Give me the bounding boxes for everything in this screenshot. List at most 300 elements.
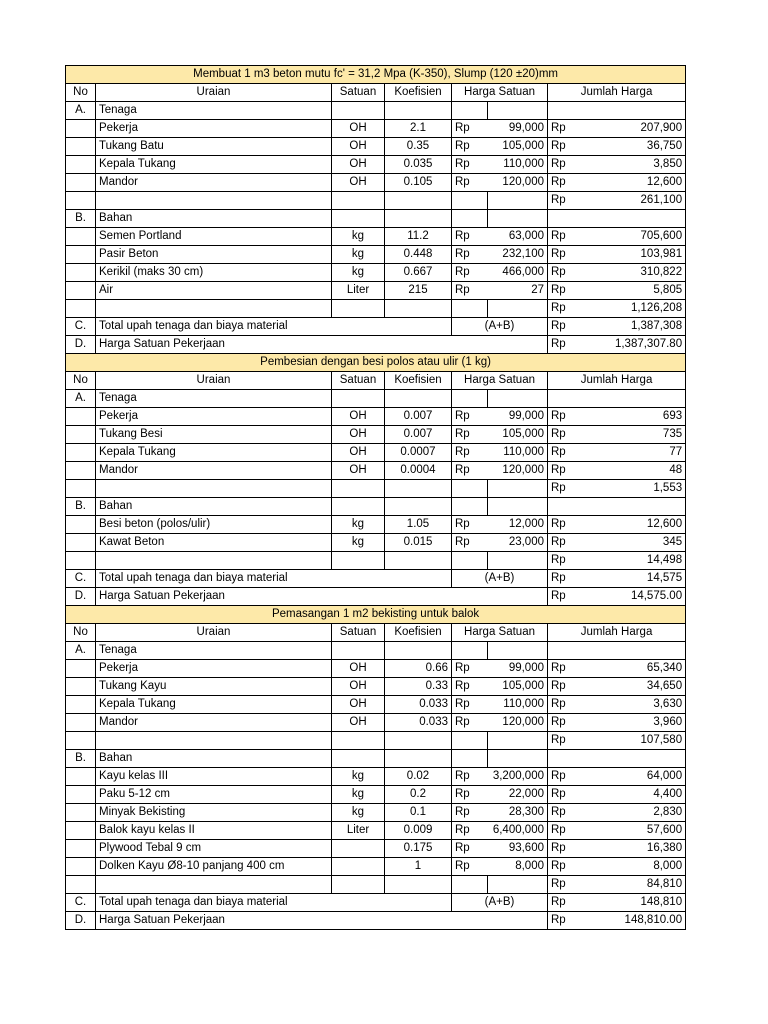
unit-price-value: 110,000 — [488, 444, 548, 462]
unit-price-currency: Rp — [452, 444, 488, 462]
empty-cell — [580, 390, 686, 408]
item-unit: OH — [332, 156, 385, 174]
empty-cell — [548, 498, 580, 516]
empty-cell — [385, 300, 452, 318]
table-row — [66, 282, 686, 300]
final-value: 148,810.00 — [580, 912, 686, 930]
item-description: Kepala Tukang — [96, 444, 332, 462]
item-unit: Liter — [332, 822, 385, 840]
table-row — [66, 840, 686, 858]
item-coefficient: 11.2 — [385, 228, 452, 246]
group-header-row — [66, 642, 686, 660]
amount-currency: Rp — [548, 858, 580, 876]
unit-price-value: 120,000 — [488, 714, 548, 732]
header-no: No — [66, 84, 96, 102]
item-coefficient: 0.0007 — [385, 444, 452, 462]
amount-currency: Rp — [548, 408, 580, 426]
unit-price-currency: Rp — [452, 678, 488, 696]
item-coefficient: 0.033 — [385, 714, 452, 732]
empty-cell — [488, 390, 548, 408]
unit-price-currency: Rp — [452, 228, 488, 246]
empty-cell — [452, 498, 488, 516]
header-koefisien: Koefisien — [385, 372, 452, 390]
final-label: D. — [66, 336, 96, 354]
unit-price-value: 6,400,000 — [488, 822, 548, 840]
amount-currency: Rp — [548, 660, 580, 678]
header-jumlah-harga: Jumlah Harga — [548, 372, 686, 390]
empty-cell — [385, 390, 452, 408]
empty-cell — [332, 480, 385, 498]
empty-cell — [332, 390, 385, 408]
amount-value: 345 — [580, 534, 686, 552]
table-row — [66, 120, 686, 138]
empty-cell — [66, 192, 96, 210]
header-jumlah-harga: Jumlah Harga — [548, 624, 686, 642]
empty-cell — [488, 498, 548, 516]
unit-price-value: 105,000 — [488, 426, 548, 444]
empty-cell — [385, 498, 452, 516]
column-header-row — [66, 372, 686, 390]
final-label: D. — [66, 588, 96, 606]
header-harga-satuan: Harga Satuan — [452, 372, 548, 390]
empty-cell — [96, 192, 332, 210]
empty-cell — [452, 102, 488, 120]
empty-cell — [332, 750, 385, 768]
empty-cell — [66, 426, 96, 444]
item-coefficient: 0.448 — [385, 246, 452, 264]
item-unit — [332, 858, 385, 876]
group-label: B. — [66, 210, 96, 228]
empty-cell — [66, 480, 96, 498]
item-unit: kg — [332, 768, 385, 786]
item-coefficient: 0.035 — [385, 156, 452, 174]
empty-cell — [385, 876, 452, 894]
table-row — [66, 246, 686, 264]
table-row — [66, 264, 686, 282]
group-name: Bahan — [96, 750, 332, 768]
amount-value: 3,960 — [580, 714, 686, 732]
section-title-row — [66, 66, 686, 84]
unit-price-value: 28,300 — [488, 804, 548, 822]
subtotal-currency: Rp — [548, 552, 580, 570]
subtotal-row — [66, 300, 686, 318]
group-header-row — [66, 750, 686, 768]
column-header-row — [66, 624, 686, 642]
header-uraian: Uraian — [96, 84, 332, 102]
empty-cell — [580, 498, 686, 516]
unit-price-currency: Rp — [452, 768, 488, 786]
table-row — [66, 714, 686, 732]
amount-value: 12,600 — [580, 174, 686, 192]
table-row — [66, 768, 686, 786]
empty-cell — [385, 192, 452, 210]
total-text: Total upah tenaga dan biaya material — [96, 894, 452, 912]
empty-cell — [385, 642, 452, 660]
item-description: Tukang Besi — [96, 426, 332, 444]
item-unit: OH — [332, 444, 385, 462]
total-label: C. — [66, 318, 96, 336]
amount-currency: Rp — [548, 786, 580, 804]
final-price-row — [66, 588, 686, 606]
amount-value: 2,830 — [580, 804, 686, 822]
item-unit: kg — [332, 804, 385, 822]
unit-price-value: 99,000 — [488, 408, 548, 426]
empty-cell — [385, 102, 452, 120]
table-row — [66, 156, 686, 174]
empty-cell — [580, 642, 686, 660]
subtotal-currency: Rp — [548, 480, 580, 498]
item-coefficient: 1.05 — [385, 516, 452, 534]
table-row — [66, 444, 686, 462]
unit-price-value: 120,000 — [488, 462, 548, 480]
item-coefficient: 0.1 — [385, 804, 452, 822]
analysis-sheet — [65, 65, 685, 930]
empty-cell — [66, 534, 96, 552]
empty-cell — [488, 210, 548, 228]
empty-cell — [332, 102, 385, 120]
amount-currency: Rp — [548, 174, 580, 192]
empty-cell — [66, 768, 96, 786]
unit-price-value: 93,600 — [488, 840, 548, 858]
unit-price-value: 12,000 — [488, 516, 548, 534]
section-title: Membuat 1 m3 beton mutu fc' = 31,2 Mpa (K-350), Slump (120 ±20)mm — [66, 66, 686, 84]
subtotal-currency: Rp — [548, 192, 580, 210]
amount-currency: Rp — [548, 696, 580, 714]
final-currency: Rp — [548, 336, 580, 354]
empty-cell — [66, 246, 96, 264]
empty-cell — [452, 390, 488, 408]
unit-price-currency: Rp — [452, 858, 488, 876]
unit-price-currency: Rp — [452, 822, 488, 840]
empty-cell — [66, 678, 96, 696]
item-description: Dolken Kayu Ø8-10 panjang 400 cm — [96, 858, 332, 876]
table-row — [66, 678, 686, 696]
item-coefficient: 0.66 — [385, 660, 452, 678]
amount-currency: Rp — [548, 678, 580, 696]
item-coefficient: 0.0004 — [385, 462, 452, 480]
total-text: Total upah tenaga dan biaya material — [96, 318, 452, 336]
unit-price-value: 120,000 — [488, 174, 548, 192]
group-label: A. — [66, 102, 96, 120]
unit-price-currency: Rp — [452, 408, 488, 426]
group-name: Bahan — [96, 210, 332, 228]
empty-cell — [488, 876, 548, 894]
total-label: C. — [66, 894, 96, 912]
unit-price-value: 110,000 — [488, 156, 548, 174]
unit-price-currency: Rp — [452, 804, 488, 822]
amount-value: 12,600 — [580, 516, 686, 534]
final-currency: Rp — [548, 912, 580, 930]
item-unit: kg — [332, 228, 385, 246]
amount-currency: Rp — [548, 804, 580, 822]
amount-value: 16,380 — [580, 840, 686, 858]
header-koefisien: Koefisien — [385, 624, 452, 642]
subtotal-value: 84,810 — [580, 876, 686, 894]
table-row — [66, 138, 686, 156]
unit-price-value: 23,000 — [488, 534, 548, 552]
table-row — [66, 534, 686, 552]
item-description: Air — [96, 282, 332, 300]
group-label: A. — [66, 642, 96, 660]
item-unit: OH — [332, 138, 385, 156]
empty-cell — [66, 786, 96, 804]
header-harga-satuan: Harga Satuan — [452, 624, 548, 642]
subtotal-currency: Rp — [548, 300, 580, 318]
header-satuan: Satuan — [332, 372, 385, 390]
unit-price-value: 3,200,000 — [488, 768, 548, 786]
empty-cell — [385, 480, 452, 498]
empty-cell — [96, 552, 332, 570]
item-description: Pasir Beton — [96, 246, 332, 264]
amount-value: 310,822 — [580, 264, 686, 282]
amount-value: 705,600 — [580, 228, 686, 246]
empty-cell — [96, 732, 332, 750]
final-text: Harga Satuan Pekerjaan — [96, 336, 548, 354]
item-unit: kg — [332, 264, 385, 282]
empty-cell — [580, 210, 686, 228]
subtotal-value: 14,498 — [580, 552, 686, 570]
empty-cell — [385, 552, 452, 570]
empty-cell — [332, 498, 385, 516]
empty-cell — [66, 696, 96, 714]
item-coefficient: 0.175 — [385, 840, 452, 858]
unit-price-value: 27 — [488, 282, 548, 300]
item-coefficient: 2.1 — [385, 120, 452, 138]
empty-cell — [385, 732, 452, 750]
unit-price-currency: Rp — [452, 840, 488, 858]
empty-cell — [66, 732, 96, 750]
final-text: Harga Satuan Pekerjaan — [96, 912, 548, 930]
subtotal-currency: Rp — [548, 876, 580, 894]
subtotal-value: 261,100 — [580, 192, 686, 210]
empty-cell — [66, 858, 96, 876]
item-description: Kepala Tukang — [96, 696, 332, 714]
unit-price-currency: Rp — [452, 714, 488, 732]
unit-price-currency: Rp — [452, 174, 488, 192]
item-coefficient: 0.2 — [385, 786, 452, 804]
header-jumlah-harga: Jumlah Harga — [548, 84, 686, 102]
final-price-row — [66, 336, 686, 354]
unit-price-currency: Rp — [452, 138, 488, 156]
empty-cell — [452, 732, 488, 750]
header-satuan: Satuan — [332, 624, 385, 642]
header-no: No — [66, 372, 96, 390]
empty-cell — [548, 642, 580, 660]
table-row — [66, 174, 686, 192]
empty-cell — [332, 552, 385, 570]
empty-cell — [488, 480, 548, 498]
item-coefficient: 0.009 — [385, 822, 452, 840]
empty-cell — [332, 192, 385, 210]
unit-price-value: 63,000 — [488, 228, 548, 246]
amount-currency: Rp — [548, 462, 580, 480]
item-description: Paku 5-12 cm — [96, 786, 332, 804]
item-coefficient: 0.033 — [385, 696, 452, 714]
item-coefficient: 0.007 — [385, 408, 452, 426]
final-currency: Rp — [548, 588, 580, 606]
section-title: Pemasangan 1 m2 bekisting untuk balok — [66, 606, 686, 624]
group-label: B. — [66, 498, 96, 516]
item-description: Pekerja — [96, 660, 332, 678]
empty-cell — [66, 840, 96, 858]
header-uraian: Uraian — [96, 624, 332, 642]
item-unit: OH — [332, 426, 385, 444]
item-description: Tukang Kayu — [96, 678, 332, 696]
header-satuan: Satuan — [332, 84, 385, 102]
empty-cell — [66, 174, 96, 192]
subtotal-row — [66, 480, 686, 498]
item-unit: OH — [332, 714, 385, 732]
unit-price-currency: Rp — [452, 282, 488, 300]
unit-price-value: 232,100 — [488, 246, 548, 264]
item-unit — [332, 840, 385, 858]
amount-value: 207,900 — [580, 120, 686, 138]
empty-cell — [452, 642, 488, 660]
item-coefficient: 0.007 — [385, 426, 452, 444]
item-unit: OH — [332, 174, 385, 192]
unit-price-value: 99,000 — [488, 660, 548, 678]
item-description: Kerikil (maks 30 cm) — [96, 264, 332, 282]
amount-currency: Rp — [548, 534, 580, 552]
item-description: Balok kayu kelas II — [96, 822, 332, 840]
empty-cell — [488, 750, 548, 768]
total-value: 148,810 — [580, 894, 686, 912]
item-description: Plywood Tebal 9 cm — [96, 840, 332, 858]
empty-cell — [452, 210, 488, 228]
unit-price-currency: Rp — [452, 534, 488, 552]
empty-cell — [66, 120, 96, 138]
total-currency: Rp — [548, 570, 580, 588]
unit-price-value: 105,000 — [488, 678, 548, 696]
empty-cell — [66, 156, 96, 174]
empty-cell — [66, 282, 96, 300]
item-unit: OH — [332, 408, 385, 426]
unit-price-currency: Rp — [452, 246, 488, 264]
group-header-row — [66, 498, 686, 516]
group-label: B. — [66, 750, 96, 768]
amount-currency: Rp — [548, 282, 580, 300]
group-label: A. — [66, 390, 96, 408]
amount-value: 3,850 — [580, 156, 686, 174]
table-row — [66, 786, 686, 804]
total-value: 14,575 — [580, 570, 686, 588]
column-header-row — [66, 84, 686, 102]
amount-value: 36,750 — [580, 138, 686, 156]
final-value: 14,575.00 — [580, 588, 686, 606]
table-row — [66, 462, 686, 480]
header-harga-satuan: Harga Satuan — [452, 84, 548, 102]
empty-cell — [488, 300, 548, 318]
unit-price-analysis-table — [65, 65, 686, 930]
empty-cell — [66, 300, 96, 318]
item-description: Pekerja — [96, 408, 332, 426]
table-row — [66, 426, 686, 444]
empty-cell — [548, 390, 580, 408]
empty-cell — [452, 876, 488, 894]
empty-cell — [66, 408, 96, 426]
empty-cell — [96, 876, 332, 894]
item-description: Mandor — [96, 714, 332, 732]
amount-currency: Rp — [548, 768, 580, 786]
empty-cell — [580, 750, 686, 768]
total-currency: Rp — [548, 894, 580, 912]
amount-currency: Rp — [548, 822, 580, 840]
empty-cell — [452, 192, 488, 210]
unit-price-value: 22,000 — [488, 786, 548, 804]
subtotal-row — [66, 552, 686, 570]
item-unit: OH — [332, 462, 385, 480]
empty-cell — [332, 732, 385, 750]
empty-cell — [66, 264, 96, 282]
section-title-row — [66, 354, 686, 372]
empty-cell — [66, 660, 96, 678]
unit-price-value: 466,000 — [488, 264, 548, 282]
amount-value: 103,981 — [580, 246, 686, 264]
empty-cell — [96, 480, 332, 498]
empty-cell — [452, 300, 488, 318]
item-unit: OH — [332, 678, 385, 696]
item-description: Semen Portland — [96, 228, 332, 246]
empty-cell — [66, 138, 96, 156]
item-unit: OH — [332, 696, 385, 714]
amount-currency: Rp — [548, 426, 580, 444]
item-description: Kepala Tukang — [96, 156, 332, 174]
total-row — [66, 894, 686, 912]
group-header-row — [66, 102, 686, 120]
total-row — [66, 570, 686, 588]
section-title: Pembesian dengan besi polos atau ulir (1 kg) — [66, 354, 686, 372]
empty-cell — [332, 300, 385, 318]
amount-value: 4,400 — [580, 786, 686, 804]
empty-cell — [332, 642, 385, 660]
item-description: Pekerja — [96, 120, 332, 138]
group-header-row — [66, 210, 686, 228]
total-value: 1,387,308 — [580, 318, 686, 336]
empty-cell — [548, 210, 580, 228]
empty-cell — [452, 552, 488, 570]
empty-cell — [332, 210, 385, 228]
amount-value: 5,805 — [580, 282, 686, 300]
subtotal-currency: Rp — [548, 732, 580, 750]
table-row — [66, 822, 686, 840]
empty-cell — [488, 552, 548, 570]
table-row — [66, 858, 686, 876]
empty-cell — [66, 822, 96, 840]
header-koefisien: Koefisien — [385, 84, 452, 102]
amount-value: 8,000 — [580, 858, 686, 876]
empty-cell — [66, 444, 96, 462]
empty-cell — [66, 462, 96, 480]
amount-currency: Rp — [548, 714, 580, 732]
amount-value: 57,600 — [580, 822, 686, 840]
item-unit: OH — [332, 120, 385, 138]
total-formula: (A+B) — [452, 570, 548, 588]
total-formula: (A+B) — [452, 894, 548, 912]
total-currency: Rp — [548, 318, 580, 336]
unit-price-value: 110,000 — [488, 696, 548, 714]
amount-value: 34,650 — [580, 678, 686, 696]
empty-cell — [452, 750, 488, 768]
total-formula: (A+B) — [452, 318, 548, 336]
table-row — [66, 228, 686, 246]
unit-price-currency: Rp — [452, 264, 488, 282]
unit-price-currency: Rp — [452, 786, 488, 804]
total-text: Total upah tenaga dan biaya material — [96, 570, 452, 588]
amount-value: 693 — [580, 408, 686, 426]
final-value: 1,387,307.80 — [580, 336, 686, 354]
amount-value: 65,340 — [580, 660, 686, 678]
unit-price-currency: Rp — [452, 462, 488, 480]
